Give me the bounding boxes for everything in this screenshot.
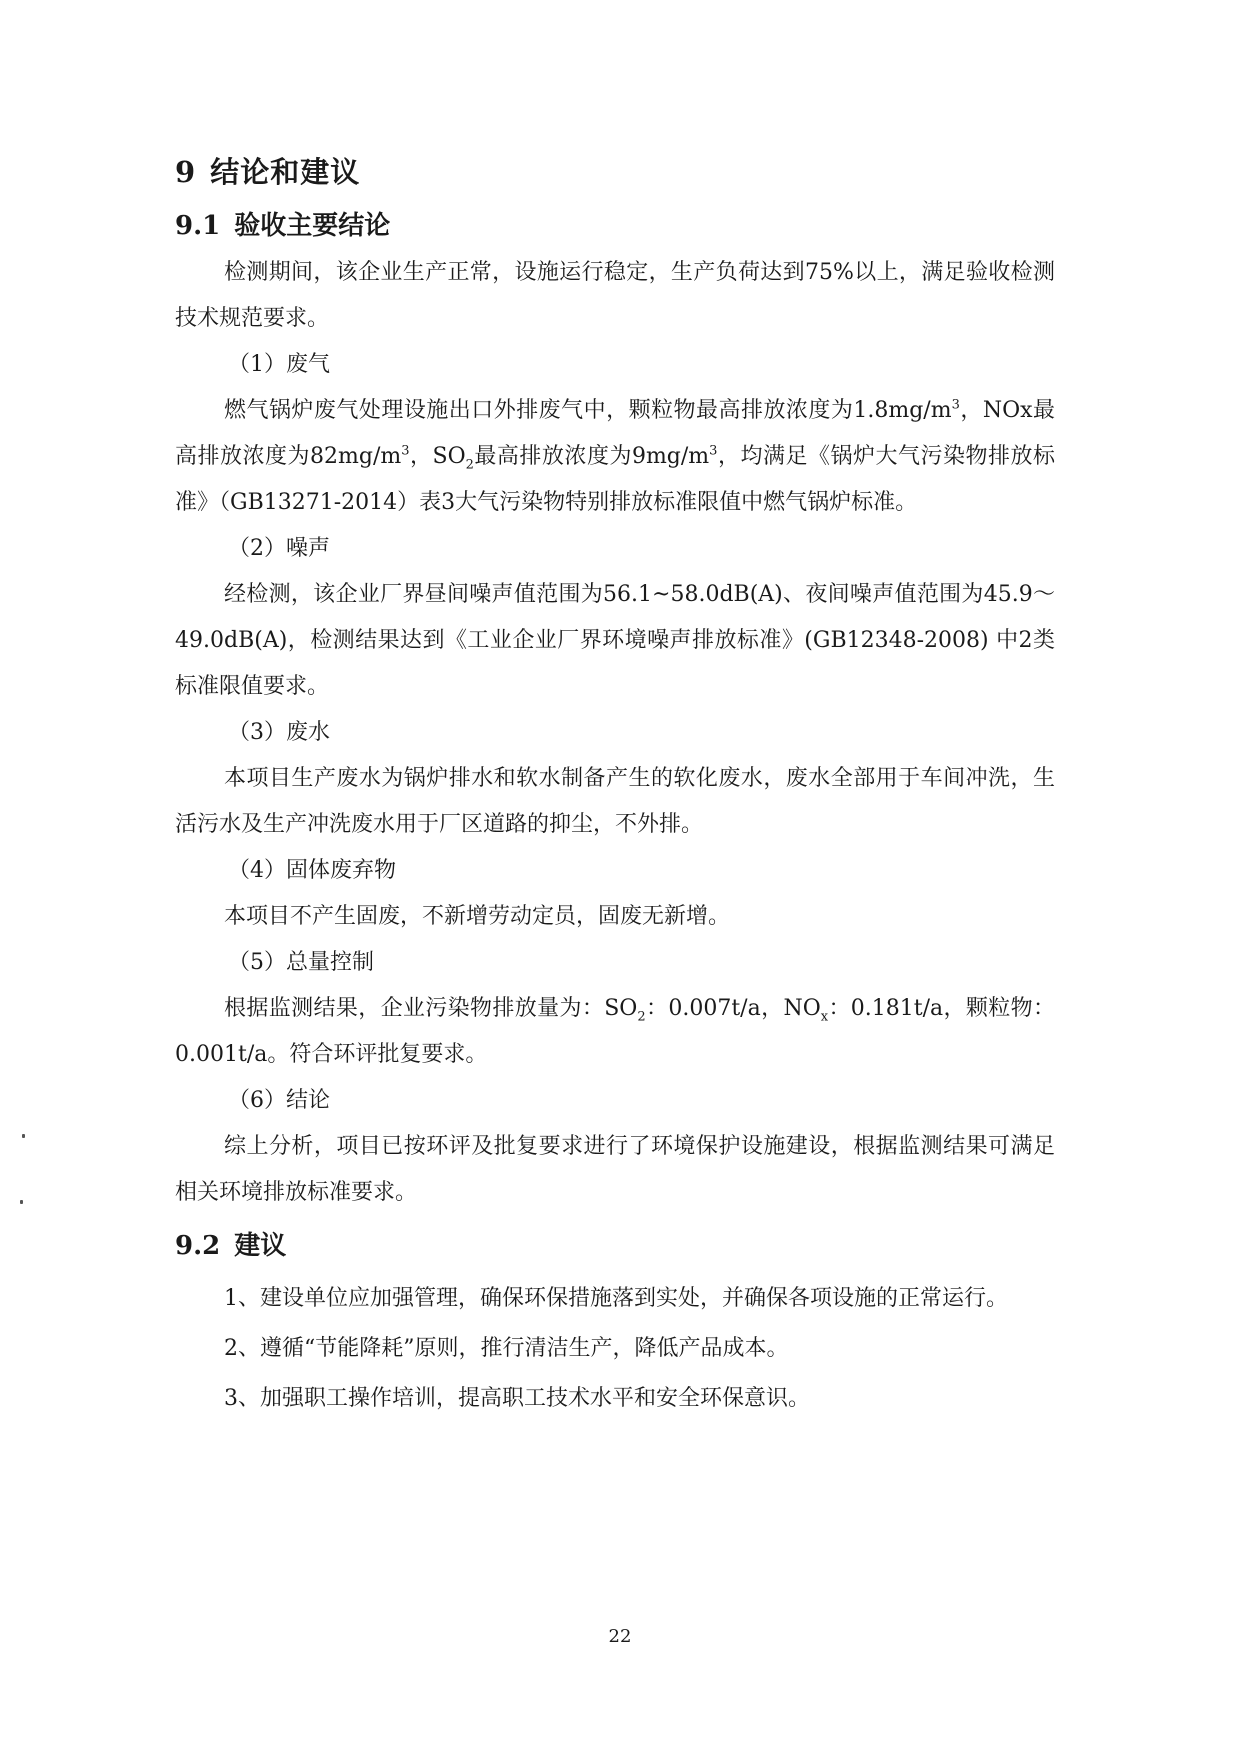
- exhaust-text-part: ，SO: [409, 444, 466, 469]
- total-text-part: ：0.007t/a，NO: [645, 996, 821, 1021]
- superscript: 3: [709, 443, 718, 459]
- item-text-conclusion: 综上分析，项目已按环评及批复要求进行了环境保护设施建设，根据监测结果可满足相关环境排放标准要求。: [175, 1134, 1055, 1205]
- exhaust-text-part: 燃气锅炉废气处理设施出口外排废气中，颗粒物最高排放浓度为1.8mg/m: [224, 398, 952, 423]
- section-heading-9-1: [175, 206, 1055, 246]
- chapter-heading: [175, 150, 1055, 194]
- section-title: 验收主要结论: [234, 211, 391, 241]
- page-number: 22: [608, 1626, 632, 1647]
- superscript: 3: [401, 443, 410, 459]
- recommendation-item: 1、建设单位应加强管理，确保环保措施落到实处，并确保各项设施的正常运行。: [224, 1286, 1008, 1311]
- section-heading-9-2: [175, 1226, 1055, 1266]
- subscript: 2: [637, 1009, 646, 1025]
- section-number: 9.2: [175, 1231, 221, 1261]
- section-number: 9.1: [175, 211, 221, 241]
- chapter-number: 9: [175, 155, 197, 189]
- item-label-exhaust: （1）废气: [228, 352, 330, 377]
- item-label-wastewater: （3）废水: [228, 720, 330, 745]
- superscript: 3: [951, 397, 960, 413]
- item-text-solid-waste: 本项目不产生固废，不新增劳动定员，固废无新增。: [224, 904, 731, 929]
- recommendation-item: 3、加强职工操作培训，提高职工技术水平和安全环保意识。: [224, 1386, 810, 1411]
- subscript: 2: [465, 457, 474, 473]
- item-label-solid-waste: （4）固体废弃物: [228, 858, 396, 883]
- chapter-title: 结论和建议: [210, 155, 361, 189]
- item-label-conclusion: （6）结论: [228, 1088, 330, 1113]
- exhaust-text-part: ，NOx最高排放浓度为82mg/m: [175, 398, 1055, 469]
- item-text-noise: 经检测，该企业厂界昼间噪声值范围为56.1~58.0dB(A)、夜间噪声值范围为45.9～49.0dB(A)，检测结果达到《工业企业厂界环境噪声排放标准》(GB12348-2008) 中2类标准限值要求。: [175, 582, 1055, 699]
- item-label-total-control: （5）总量控制: [228, 950, 374, 975]
- exhaust-text-part: 最高排放浓度为9mg/m: [473, 444, 710, 469]
- item-label-noise: （2）噪声: [228, 536, 330, 561]
- section-title: 建议: [234, 1231, 287, 1261]
- total-text-part: ：0.181t/a，颗粒物：0.001t/a。符合环评批复要求。: [175, 996, 1055, 1067]
- total-text-part: 根据监测结果，企业污染物排放量为：SO: [224, 996, 638, 1021]
- subscript: x: [820, 1009, 829, 1025]
- scan-speck: [20, 1200, 23, 1204]
- scan-speck: [22, 1134, 25, 1138]
- exhaust-text-part: ，均满足《锅炉大气污染物排放标准》（GB13271-2014）表3大气污染物特别排放标准限值中燃气锅炉标准。: [175, 444, 1055, 515]
- page-content: [175, 150, 1055, 1424]
- intro-paragraph: 检测期间，该企业生产正常，设施运行稳定，生产负荷达到75%以上，满足验收检测技术规范要求。: [175, 260, 1055, 331]
- recommendation-item: 2、遵循“节能降耗”原则，推行清洁生产，降低产品成本。: [224, 1336, 789, 1361]
- item-text-total-control: [175, 986, 1055, 1078]
- item-text-wastewater: 本项目生产废水为锅炉排水和软水制备产生的软化废水，废水全部用于车间冲洗，生活污水及生产冲洗废水用于厂区道路的抑尘，不外排。: [175, 766, 1055, 837]
- item-text-exhaust: [175, 388, 1055, 526]
